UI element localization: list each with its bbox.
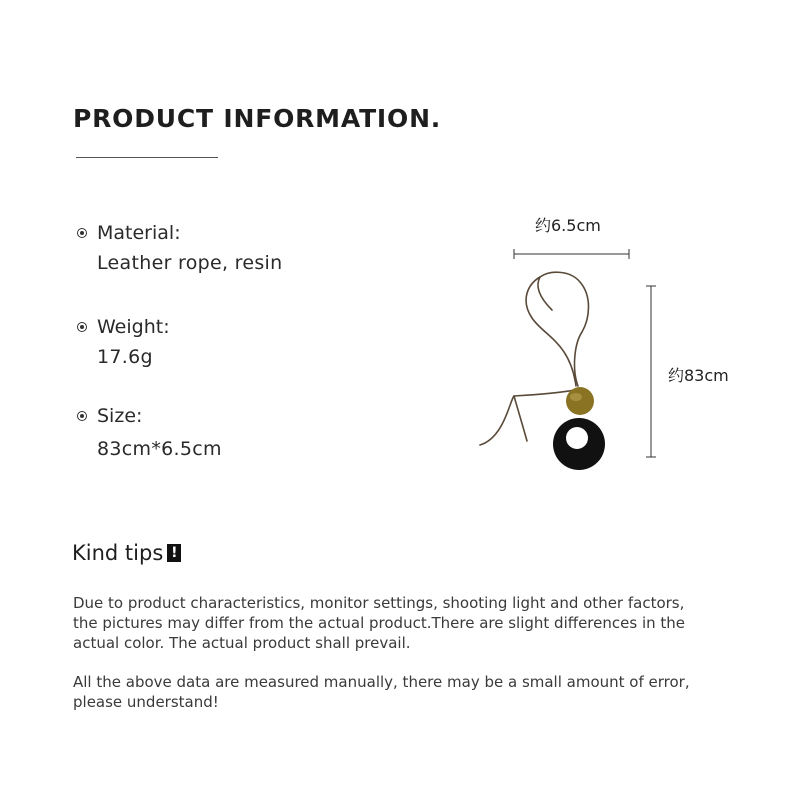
width-dimension-line bbox=[514, 249, 629, 259]
bullet-icon bbox=[77, 322, 87, 332]
necklace-product-image bbox=[470, 240, 670, 480]
resin-bead bbox=[566, 387, 594, 415]
spec-label: Material: bbox=[97, 222, 181, 244]
bullet-icon bbox=[77, 228, 87, 238]
spec-weight bbox=[76, 314, 170, 368]
spec-label: Size: bbox=[97, 405, 143, 427]
spec-value: 17.6g bbox=[97, 346, 153, 368]
spec-value: Leather rope, resin bbox=[97, 252, 283, 274]
spec-material bbox=[76, 220, 282, 274]
disclaimer-paragraph: Due to product characteristics, monitor settings, shooting light and other factors, the pictures may differ from the actual product.There are slight differences in the actual color. The actual product shall prevail. bbox=[73, 594, 685, 652]
measurement-note: All the above data are measured manually, there may be a small amount of error, please understand! bbox=[73, 673, 690, 711]
bullet-icon bbox=[77, 411, 87, 421]
width-dimension-label: 约6.5cm bbox=[535, 216, 601, 235]
kind-tips-heading bbox=[72, 541, 181, 565]
exclamation-icon: ! bbox=[167, 544, 181, 562]
height-dimension-line bbox=[646, 286, 656, 457]
title-divider bbox=[76, 157, 218, 158]
spec-label: Weight: bbox=[97, 316, 170, 338]
height-dimension-label: 约83cm bbox=[668, 366, 729, 385]
page-title: PRODUCT INFORMATION. bbox=[73, 104, 442, 133]
kind-tips-title: Kind tips bbox=[72, 541, 164, 565]
spec-size bbox=[76, 403, 222, 460]
spec-value: 83cm*6.5cm bbox=[97, 438, 222, 460]
